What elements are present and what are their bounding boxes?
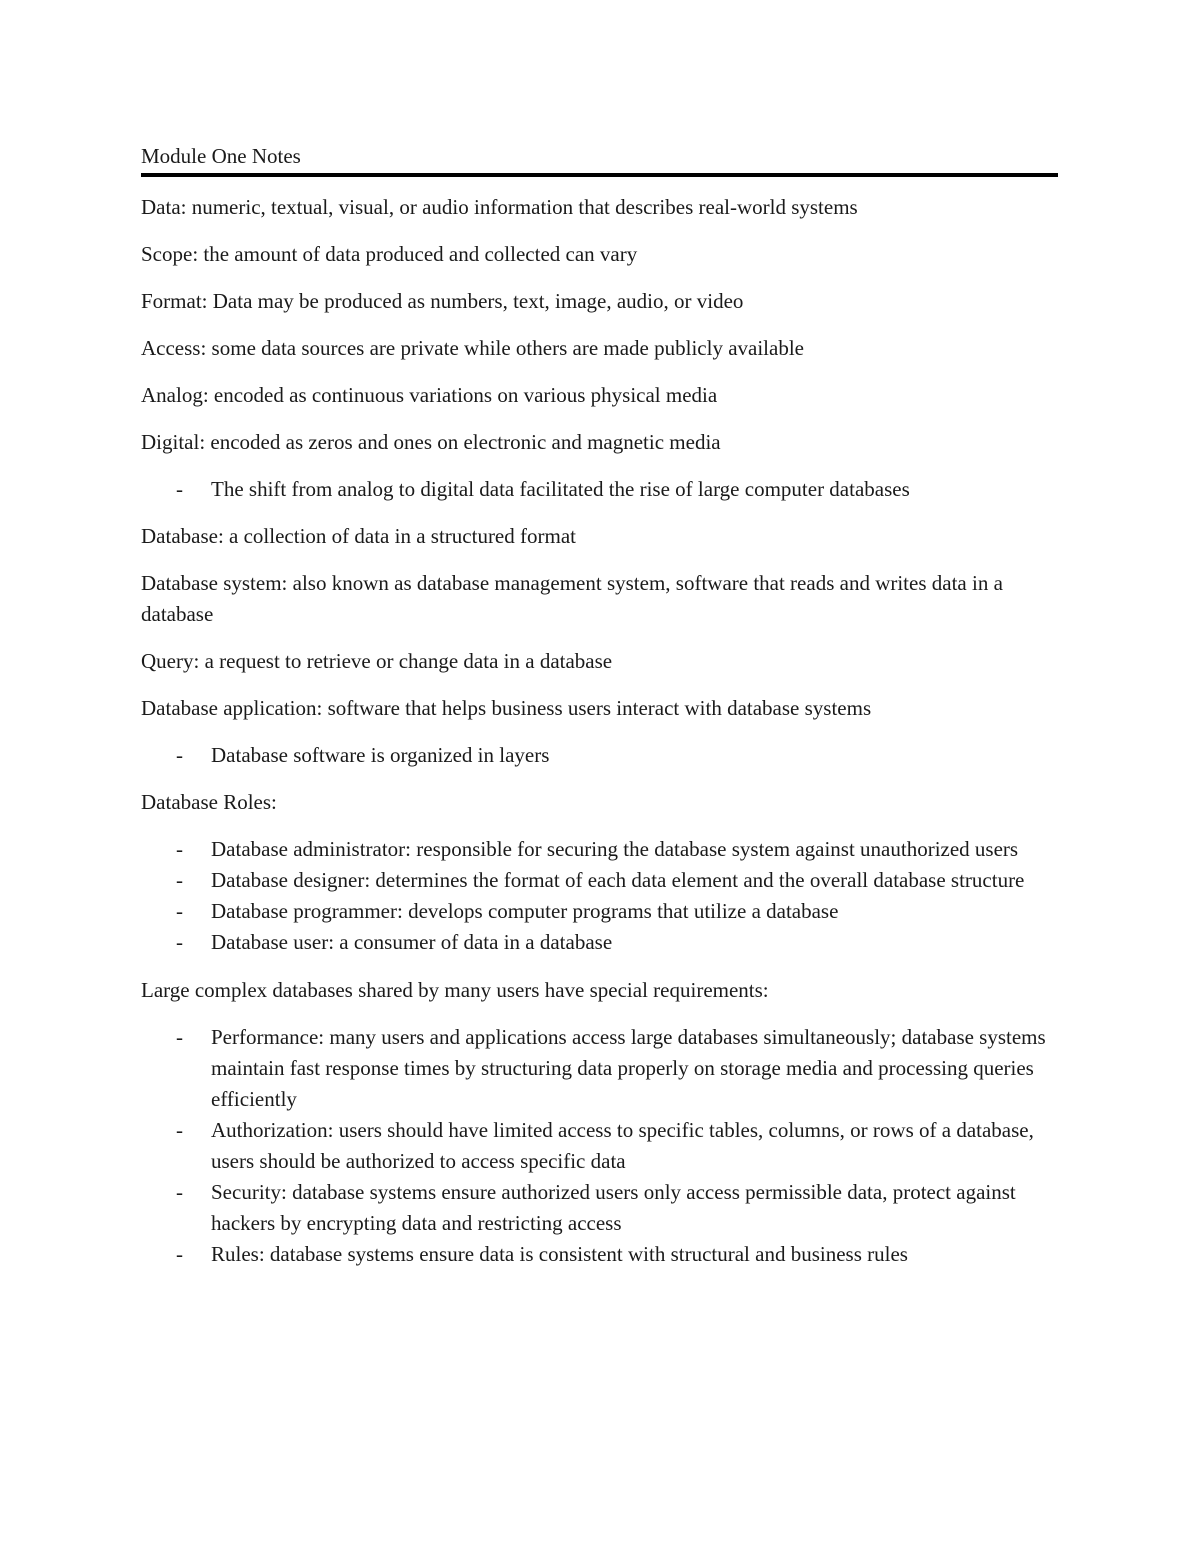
roles-list [141,834,1058,958]
bullet-text: Database software is organized in layers [211,743,550,767]
list-item [141,1022,1058,1115]
note-large-complex: Large complex databases shared by many users have special requirements: [141,978,769,1002]
bullet-dash: - [176,868,183,892]
bullet-text: Authorization: users should have limited access to specific tables, columns, or rows of a database, users should be authorized to access specific data [211,1118,1034,1173]
list-item [141,1115,1058,1177]
application-bullet-list [141,740,1058,771]
note-database-application: Database application: software that helps business users interact with database systems [141,696,872,720]
list-item [141,896,1058,927]
note-database-system: Database system: also known as database management system, software that reads and writes data in a database [141,571,1003,626]
bullet-dash: - [176,1242,183,1266]
note-query: Query: a request to retrieve or change data in a database [141,649,613,673]
note-database: Database: a collection of data in a structured format [141,524,576,548]
bullet-text: Security: database systems ensure authorized users only access permissible data, protect against hackers by encrypting data and restricting access [211,1180,1016,1235]
list-item [141,1239,1058,1270]
note-scope: Scope: the amount of data produced and collected can vary [141,242,638,266]
bullet-text: Database designer: determines the format of each data element and the overall database structure [211,868,1025,892]
bullet-dash: - [176,743,183,767]
requirements-list [141,1022,1058,1270]
list-item [141,865,1058,896]
bullet-text: The shift from analog to digital data facilitated the rise of large computer databases [211,477,910,501]
bullet-dash: - [176,477,183,501]
bullet-dash: - [176,930,183,954]
list-item [141,740,1058,771]
note-analog: Analog: encoded as continuous variations on various physical media [141,383,718,407]
bullet-dash: - [176,1025,183,1049]
bullet-dash: - [176,1118,183,1142]
bullet-text: Database user: a consumer of data in a database [211,930,613,954]
note-format: Format: Data may be produced as numbers, text, image, audio, or video [141,289,744,313]
digital-bullet-list [141,474,1058,505]
notes-body [141,192,1058,1286]
bullet-text: Database administrator: responsible for securing the database system against unauthorized users [211,837,1019,861]
page-title: Module One Notes [141,141,1058,177]
note-access: Access: some data sources are private while others are made publicly available [141,336,804,360]
list-item [141,1177,1058,1239]
note-database-roles: Database Roles: [141,790,277,814]
bullet-text: Database programmer: develops computer programs that utilize a database [211,899,839,923]
list-item [141,834,1058,865]
bullet-dash: - [176,1180,183,1204]
note-digital: Digital: encoded as zeros and ones on electronic and magnetic media [141,430,721,454]
bullet-text: Rules: database systems ensure data is consistent with structural and business rules [211,1242,908,1266]
bullet-text: Performance: many users and applications access large databases simultaneously; database systems maintain fast response times by structuring data properly on storage media and processing queries efficiently [211,1025,1046,1111]
bullet-dash: - [176,899,183,923]
note-data: Data: numeric, textual, visual, or audio information that describes real-world systems [141,195,858,219]
list-item [141,474,1058,505]
bullet-dash: - [176,837,183,861]
list-item [141,927,1058,958]
